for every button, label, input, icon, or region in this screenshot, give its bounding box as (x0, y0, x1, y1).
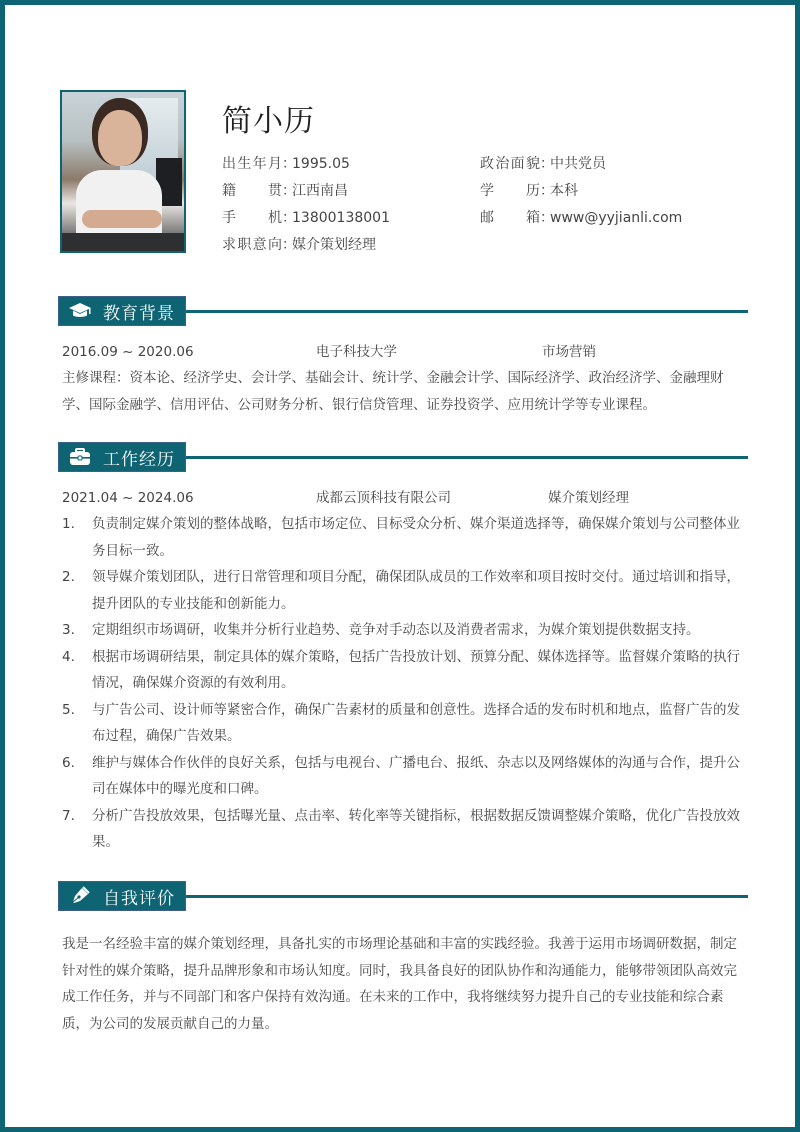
section-divider (186, 895, 748, 898)
info-value: 本科 (550, 183, 578, 199)
job-row (62, 485, 740, 511)
info-label: 手机 (222, 210, 282, 226)
education-row (62, 339, 740, 365)
info-value: 1995.05 (292, 156, 350, 172)
self-eval-content (62, 931, 740, 1037)
info-value: 中共党员 (550, 156, 606, 172)
work-content (62, 485, 740, 856)
duty-item: 1. 负责制定媒介策划的整体战略，包括市场定位、目标受众分析、媒介渠道选择等，确保媒介策划与公司整体业务目标一致。 (62, 516, 740, 559)
section-badge (58, 296, 186, 326)
job-company: 成都云顶科技有限公司 (316, 490, 451, 506)
section-badge (58, 442, 186, 472)
education-courses: 主修课程：资本论、经济学史、会计学、基础会计、统计学、金融会计学、国际经济学、政治经济学、金融理财学、国际金融学、信用评估、公司财务分析、银行信贷管理、证券投资学、应用统计学等专业课程。 (62, 370, 724, 413)
info-row-political: 政治面貌 ： 中共党员 (480, 151, 682, 178)
info-label: 求职意向 (222, 237, 282, 253)
info-row-hometown: 籍贯 ： 江西南昌 (222, 178, 390, 205)
education-major: 市场营销 (542, 344, 596, 360)
graduation-cap-icon (67, 301, 93, 321)
section-header-education (58, 296, 748, 326)
section-title: 工作经历 (103, 449, 175, 470)
self-eval-text: 我是一名经验丰富的媒介策划经理，具备扎实的市场理论基础和丰富的实践经验。我善于运用市场调研数据，制定针对性的媒介策略，提升品牌形象和市场认知度。同时，我具备良好的团队协作和沟通能力，能够带领团队高效完成工作任务，并与不同部门和客户保持有效沟通。在未来的工作中，我将继续努力提升自己的专业技能和综合素质，为公司的发展贡献自己的力量。 (62, 936, 737, 1032)
section-title: 自我评价 (103, 888, 175, 909)
duty-item: 3. 定期组织市场调研，收集并分析行业趋势、竞争对手动态以及消费者需求，为媒介策划提供数据支持。 (62, 622, 700, 638)
duty-item: 4. 根据市场调研结果，制定具体的媒介策略，包括广告投放计划、预算分配、媒体选择等。监督媒介策略的执行情况，确保媒介资源的有效利用。 (62, 648, 740, 691)
info-label: 学历 (480, 183, 540, 199)
section-header-self-eval (58, 881, 748, 911)
briefcase-icon (67, 447, 93, 467)
education-school: 电子科技大学 (316, 344, 397, 360)
info-value: 媒介策划经理 (292, 237, 376, 253)
duty-item: 5. 与广告公司、设计师等紧密合作，确保广告素材的质量和创意性。选择合适的发布时机和地点，监督广告的发布过程，确保广告效果。 (62, 701, 740, 744)
section-divider (186, 456, 748, 459)
candidate-name: 简小历 (222, 104, 315, 139)
profile-photo (60, 90, 186, 253)
info-label: 政治面貌 (480, 156, 540, 172)
info-value: www@yyjianli.com (550, 210, 683, 226)
info-row-email: 邮箱 ： www@yyjianli.com (480, 205, 682, 232)
section-divider (186, 310, 748, 313)
info-label: 邮箱 (480, 210, 540, 226)
section-header-work (58, 442, 748, 472)
education-period: 2016.09 ~ 2020.06 (62, 344, 194, 360)
info-value: 13800138001 (292, 210, 390, 226)
info-row-degree: 学历 ： 本科 (480, 178, 682, 205)
info-row-birth: 出生年月 ： 1995.05 (222, 151, 390, 178)
section-badge (58, 881, 186, 911)
info-label: 出生年月 (222, 156, 282, 172)
job-position: 媒介策划经理 (548, 490, 629, 506)
duty-item: 7. 分析广告投放效果，包括曝光量、点击率、转化率等关键指标，根据数据反馈调整媒介策略，优化广告投放效果。 (62, 807, 740, 850)
education-content (62, 339, 740, 418)
duty-item: 2. 领导媒介策划团队，进行日常管理和项目分配，确保团队成员的工作效率和项目按时交付。通过培训和指导，提升团队的专业技能和创新能力。 (62, 569, 740, 612)
info-value: 江西南昌 (292, 183, 348, 199)
job-period: 2021.04 ~ 2024.06 (62, 490, 194, 506)
info-row-objective: 求职意向 ： 媒介策划经理 (222, 232, 390, 259)
duty-item: 6. 维护与媒体合作伙伴的良好关系，包括与电视台、广播电台、报纸、杂志以及网络媒体的沟通与合作，提升公司在媒体中的曝光度和口碑。 (62, 754, 740, 797)
info-row-phone: 手机 ： 13800138001 (222, 205, 390, 232)
info-label: 籍贯 (222, 183, 282, 199)
personal-info-right (480, 151, 682, 232)
section-title: 教育背景 (103, 303, 175, 324)
personal-info-left (222, 151, 390, 259)
pen-icon (67, 886, 93, 906)
